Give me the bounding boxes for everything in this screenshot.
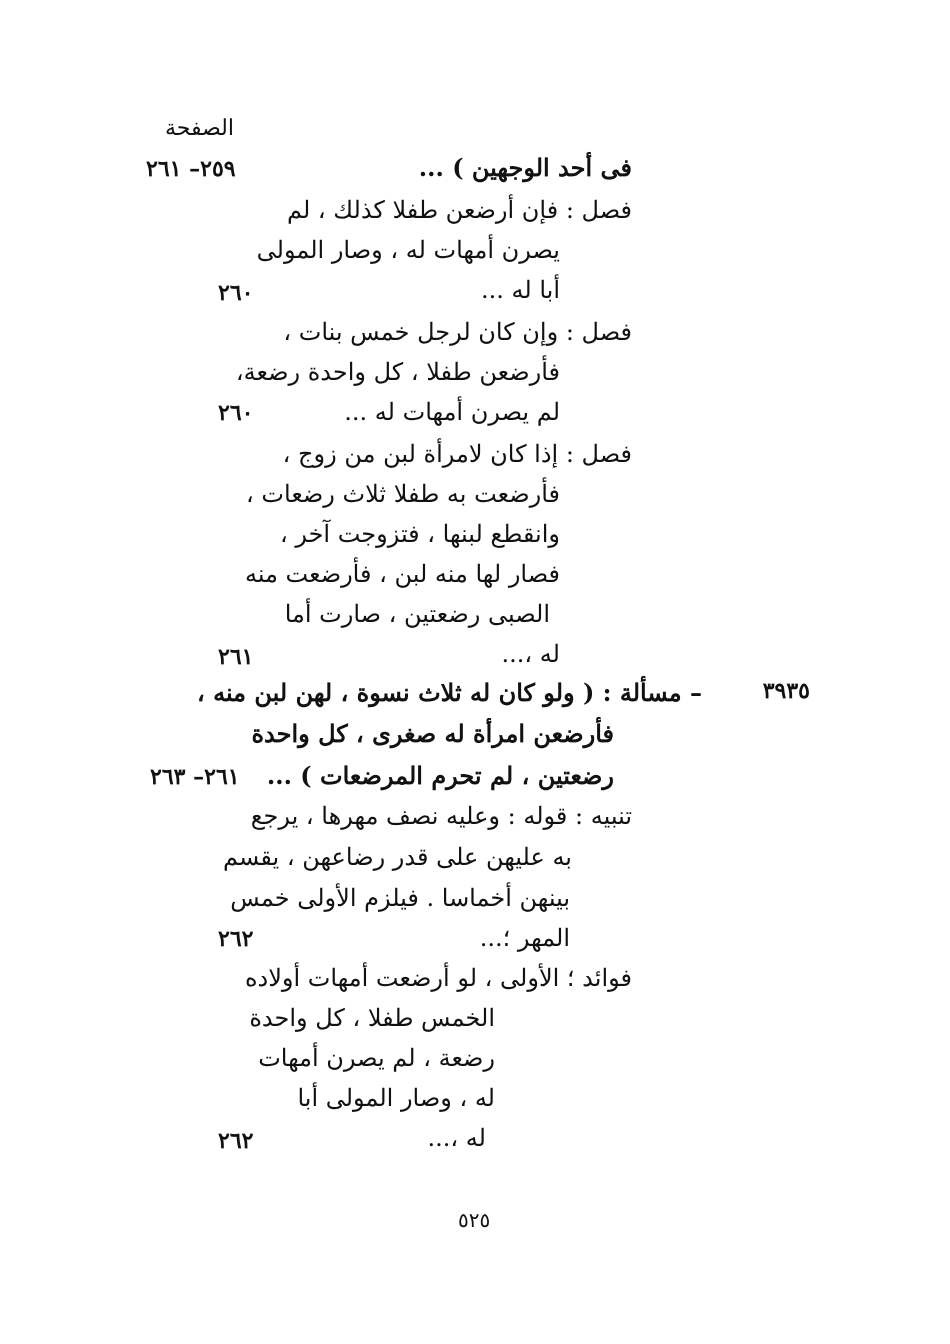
entry-line-18: بينهن أخماسا . فيلزم الأولى خمس: [230, 884, 570, 912]
page-ref-0: ٢٥٩– ٢٦١: [146, 156, 236, 182]
page-ref-24: ٢٦٢: [218, 1128, 254, 1154]
entry-line-17: به عليهن على قدر رضاعهن ، يقسم: [223, 843, 572, 871]
entry-line-7: فصل : إذا كان لامرأة لبن من زوج ،: [282, 440, 632, 468]
entry-line-8: فأرضعت به طفلا ثلاث رضعات ،: [246, 480, 560, 508]
entry-line-10: فصار لها منه لبن ، فأرضعت منه: [244, 560, 560, 588]
entry-line-5: فأرضعن طفلا ، كل واحدة رضعة،: [235, 358, 560, 386]
page-ref-6: ٢٦٠: [218, 400, 254, 426]
entry-line-2: يصرن أمهات له ، وصار المولى: [256, 236, 560, 264]
page-number: ٥٢٥: [458, 1208, 491, 1232]
entry-line-13: – مسألة : ( ولو كان له ثلاث نسوة ، لهن لبن منه ،: [196, 678, 702, 707]
column-header-page: الصفحة: [164, 116, 234, 141]
entry-line-20: فوائد ؛ الأولى ، لو أرضعت أمهات أولاده: [244, 964, 632, 992]
entry-line-9: وانقطع لبنها ، فتزوجت آخر ،: [279, 520, 560, 548]
entry-line-14: فأرضعن امرأة له صغرى ، كل واحدة: [251, 719, 614, 748]
page-ref-19: ٢٦٢: [218, 926, 254, 952]
entry-line-21: الخمس طفلا ، كل واحدة: [249, 1004, 495, 1032]
entry-line-1: فصل : فإن أرضعن طفلا كذلك ، لم: [287, 196, 632, 224]
entry-line-23: له ، وصار المولى أبا: [297, 1084, 495, 1112]
entry-line-19: المهر ؛...: [479, 924, 570, 952]
entry-line-16: تنبيه : قوله : وعليه نصف مهرها ، يرجع: [250, 802, 632, 830]
entry-line-22: رضعة ، لم يصرن أمهات: [258, 1044, 495, 1072]
page-ref-12: ٢٦١: [218, 644, 254, 670]
entry-line-0: فى أحد الوجهين ) ...: [418, 153, 632, 182]
page-ref-3: ٢٦٠: [218, 280, 254, 306]
entry-line-12: له ،...: [501, 640, 560, 668]
entry-line-4: فصل : وإن كان لرجل خمس بنات ،: [283, 318, 632, 346]
entry-line-6: لم يصرن أمهات له ...: [344, 398, 560, 426]
masala-number: ٣٩٣٥: [762, 678, 810, 704]
entry-line-15: رضعتين ، لم تحرم المرضعات ) ...: [266, 761, 614, 790]
page-ref-15: ٢٦١– ٢٦٣: [150, 764, 240, 790]
entry-line-11: الصبى رضعتين ، صارت أما: [284, 600, 550, 628]
entry-line-24: له ،...: [427, 1124, 486, 1152]
entry-line-3: أبا له ...: [481, 276, 560, 304]
